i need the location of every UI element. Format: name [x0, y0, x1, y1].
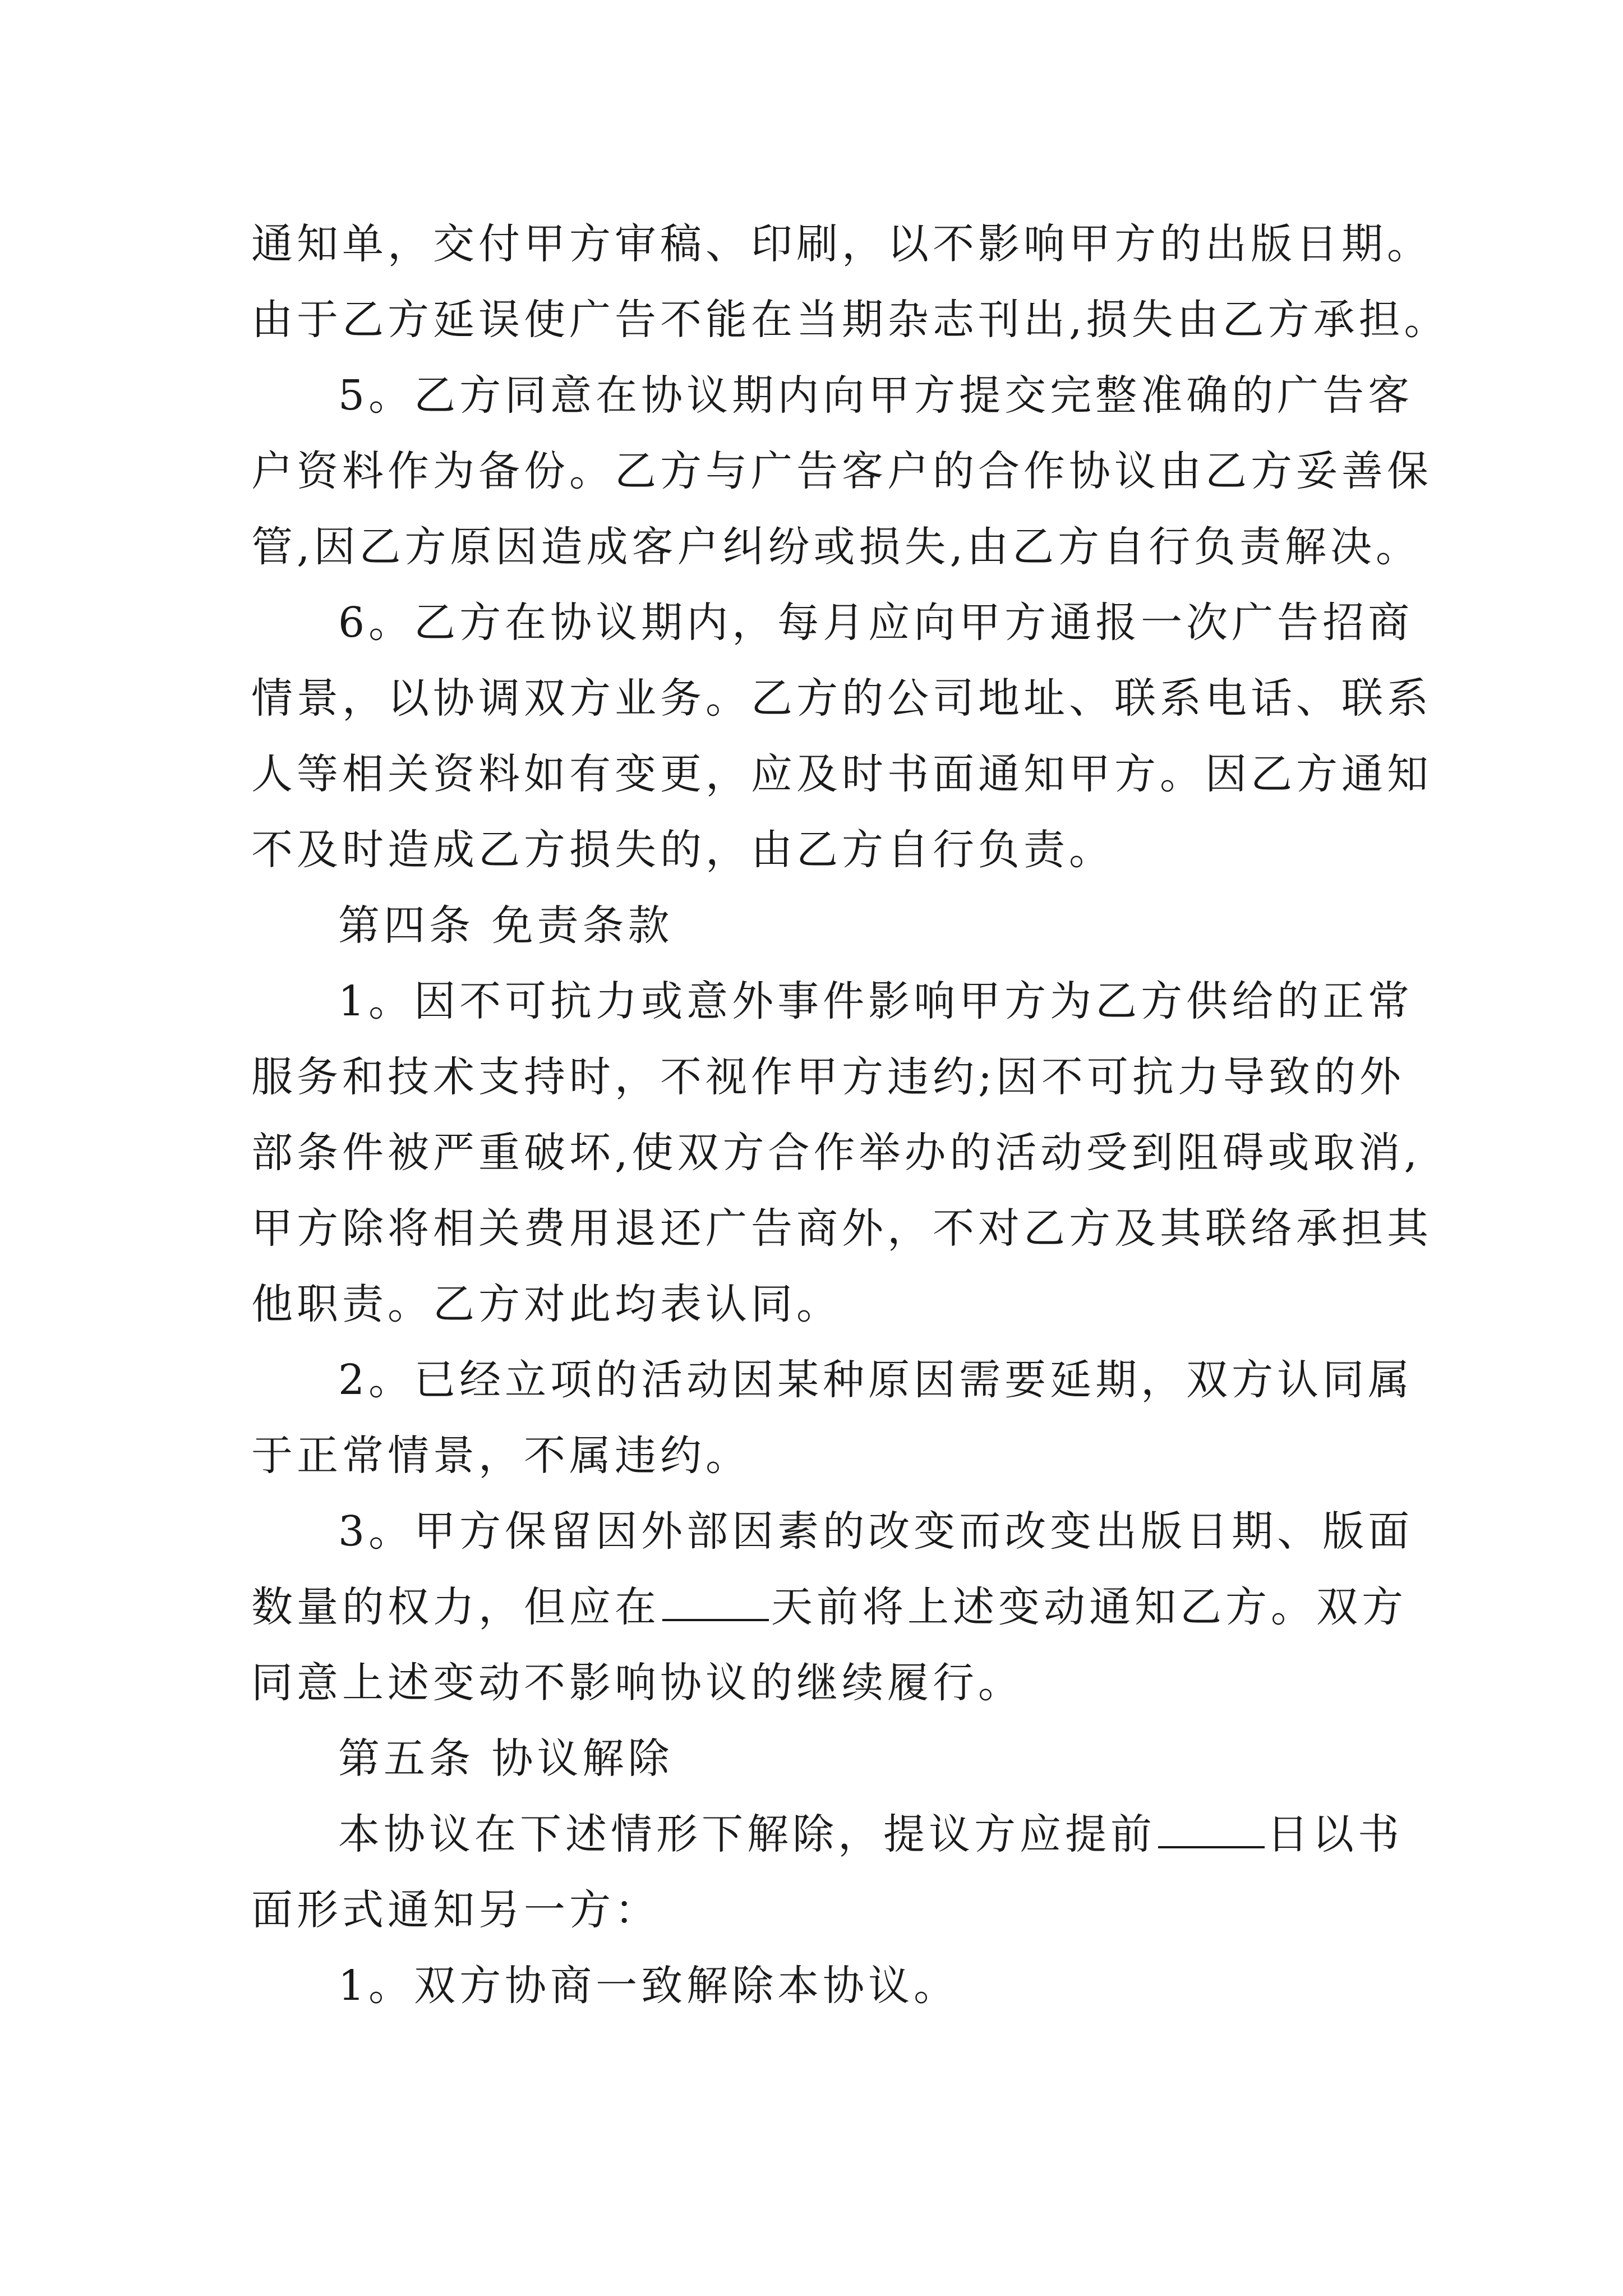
text-line: 2。已经立项的活动因某种原因需要延期，双方认同属: [338, 1356, 1414, 1404]
text-line: 6。乙方在协议期内，每月应向甲方通报一次广告招商: [338, 599, 1414, 647]
text-before-blank: 数量的权力，但应在: [251, 1583, 660, 1631]
text-line-with-blank: [338, 1803, 1527, 1865]
section-heading: 第五条 协议解除: [338, 1734, 674, 1783]
text-after-blank: 天前将上述变动通知乙方。双方: [771, 1583, 1407, 1631]
text-line: 不及时造成乙方损失的，由乙方自行负责。: [251, 826, 1114, 874]
text-line: 1。双方协商一致解除本协议。: [338, 1962, 960, 2010]
text-line: 1。因不可抗力或意外事件影响甲方为乙方供给的正常: [338, 977, 1414, 1025]
text-line-with-blank: [251, 1576, 1440, 1638]
text-line: 他职责。乙方对此均表认同。: [251, 1280, 842, 1328]
text-after-blank: 日以书: [1267, 1810, 1403, 1858]
text-line: 同意上述变动不影响协议的继续履行。: [251, 1659, 1023, 1707]
text-line: 3。甲方保留因外部因素的改变而改变出版日期、版面: [338, 1507, 1414, 1556]
text-line: 于正常情景，不属违约。: [251, 1432, 751, 1480]
fill-in-blank: [1158, 1806, 1265, 1848]
text-line: 户资料作为备份。乙方与广告客户的合作协议由乙方妥善保: [251, 447, 1432, 495]
text-line: 甲方除将相关费用退还广告商外，不对乙方及其联络承担其: [251, 1204, 1432, 1253]
text-line: 管,因乙方原因造成客户纠纷或损失,由乙方自行负责解决。: [251, 523, 1422, 571]
text-line: 5。乙方同意在协议期内向甲方提交完整准确的广告客: [338, 371, 1414, 420]
text-line: 由于乙方延误使广告不能在当期杂志刊出,损失由乙方承担。: [251, 296, 1450, 344]
fill-in-blank: [662, 1579, 769, 1621]
text-line: 部条件被严重破坏,使双方合作举办的活动受到阻碍或取消,: [251, 1129, 1422, 1177]
section-heading: 第四条 免责条款: [338, 901, 674, 950]
text-line: 面形式通知另一方：: [251, 1886, 660, 1934]
text-line: 服务和技术支持时，不视作甲方违约;因不可抗力导致的外: [251, 1053, 1405, 1101]
text-line: 人等相关资料如有变更，应及时书面通知甲方。因乙方通知: [251, 750, 1432, 798]
text-line: 情景，以协调双方业务。乙方的公司地址、联系电话、联系: [251, 674, 1432, 723]
text-before-blank: 本协议在下述情形下解除，提议方应提前: [338, 1810, 1156, 1858]
text-line: 通知单，交付甲方审稿、印刷，以不影响甲方的出版日期。: [251, 220, 1432, 268]
